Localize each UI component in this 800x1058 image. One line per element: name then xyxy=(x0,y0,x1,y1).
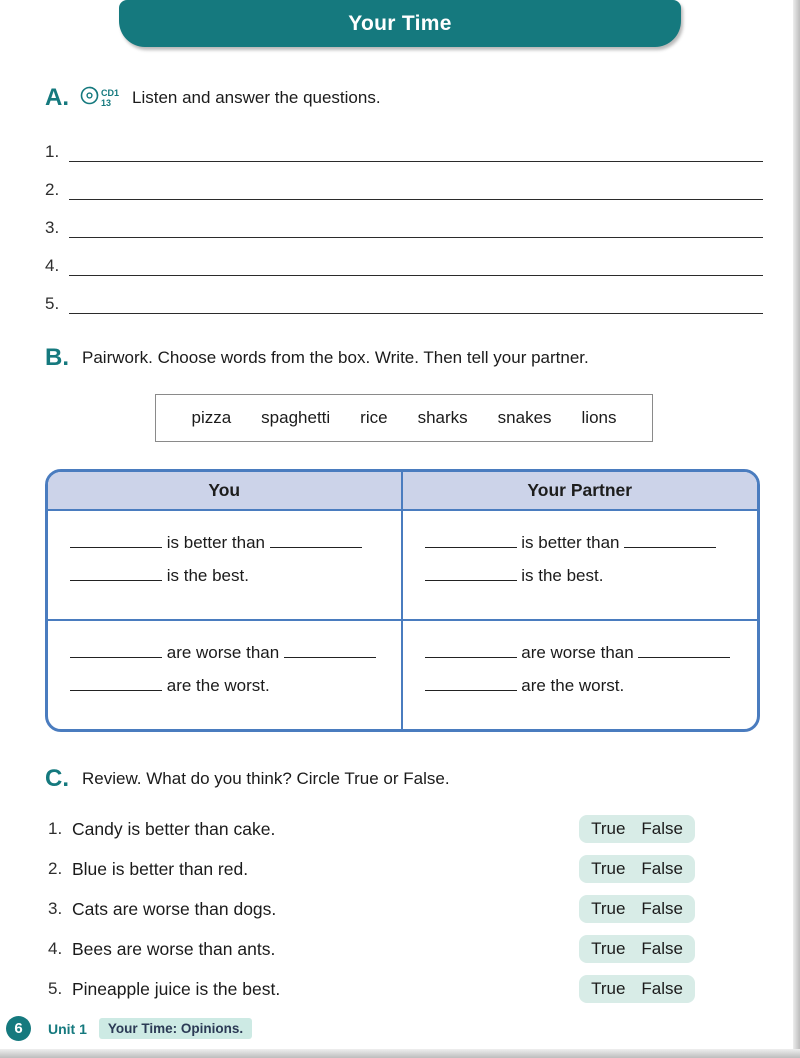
cd-disc-icon xyxy=(80,86,99,110)
item-number: 5. xyxy=(48,979,63,998)
cd-track-number: 13 xyxy=(101,98,112,108)
section-a-heading xyxy=(45,84,760,112)
section-c-instruction: Review. What do you think? Circle True or False. xyxy=(82,769,450,788)
cd-number: CD1 xyxy=(101,87,120,98)
word-box-item: snakes xyxy=(497,408,552,427)
sentence-text: are worse than xyxy=(521,643,634,662)
write-blank[interactable] xyxy=(70,533,162,548)
sentence-text: is better than xyxy=(521,533,620,552)
item-text: Candy is better than cake. xyxy=(72,818,276,839)
false-option[interactable]: False xyxy=(641,979,683,998)
page-footer xyxy=(6,1016,252,1041)
word-box-item: sharks xyxy=(417,408,468,427)
sentence-text: are worse than xyxy=(166,643,280,662)
item-number: 3. xyxy=(48,899,63,918)
section-a-answer-lines xyxy=(45,138,763,314)
answer-row-4 xyxy=(45,252,763,276)
section-b-instruction: Pairwork. Choose words from the box. Write. Then tell your partner. xyxy=(82,348,589,367)
answer-write-line-3[interactable] xyxy=(69,214,763,238)
true-option[interactable]: True xyxy=(591,939,626,958)
section-a-letter: A. xyxy=(45,84,69,111)
answer-row-3 xyxy=(45,214,763,238)
sentence-text: is the best. xyxy=(521,566,604,585)
table-header-row xyxy=(48,472,757,511)
answer-number: 1. xyxy=(45,142,60,161)
sentence-line xyxy=(425,533,748,559)
section-c-letter: C. xyxy=(45,765,69,792)
word-box-item: rice xyxy=(360,408,388,427)
sentence-text: is the best. xyxy=(166,566,249,585)
write-blank[interactable] xyxy=(70,643,162,658)
table-cell-you-better xyxy=(48,511,403,619)
item-text: Bees are worse than ants. xyxy=(72,938,276,959)
true-false-row-1 xyxy=(48,815,695,843)
table-row-worse xyxy=(48,621,757,729)
true-option[interactable]: True xyxy=(591,859,626,878)
write-blank[interactable] xyxy=(425,643,517,658)
write-blank[interactable] xyxy=(70,676,162,691)
section-b-heading xyxy=(45,344,760,372)
sentence-line xyxy=(70,566,391,592)
section-c-heading xyxy=(45,765,760,793)
table-cell-partner-worse xyxy=(403,621,758,729)
answer-number: 3. xyxy=(45,218,60,237)
page-title-banner xyxy=(119,0,681,47)
item-number: 1. xyxy=(48,819,63,838)
true-false-badge xyxy=(579,935,695,963)
sentence-text: is better than xyxy=(166,533,266,552)
write-blank[interactable] xyxy=(425,566,517,581)
true-false-row-3 xyxy=(48,895,695,923)
table-header-partner: Your Partner xyxy=(403,472,758,509)
true-false-row-5 xyxy=(48,975,695,1003)
item-number: 2. xyxy=(48,859,63,878)
word-box xyxy=(155,394,653,442)
sentence-line xyxy=(70,676,391,702)
word-box-item: spaghetti xyxy=(261,408,331,427)
sentence-line xyxy=(70,533,391,559)
answer-write-line-2[interactable] xyxy=(69,176,763,200)
item-text: Pineapple juice is the best. xyxy=(72,978,281,999)
write-blank[interactable] xyxy=(284,643,376,658)
true-option[interactable]: True xyxy=(591,819,626,838)
write-blank[interactable] xyxy=(638,643,730,658)
table-cell-partner-better xyxy=(403,511,758,619)
cd-track-label xyxy=(101,88,119,109)
section-b-letter: B. xyxy=(45,344,69,371)
answer-number: 2. xyxy=(45,180,60,199)
unit-label: Unit 1 xyxy=(48,1020,87,1037)
pairwork-table xyxy=(45,469,760,732)
sentence-text: are the worst. xyxy=(521,676,625,695)
item-number: 4. xyxy=(48,939,63,958)
scan-edge-right xyxy=(793,0,800,1058)
false-option[interactable]: False xyxy=(641,859,683,878)
write-blank[interactable] xyxy=(624,533,716,548)
table-cell-you-worse xyxy=(48,621,403,729)
sentence-line xyxy=(425,676,748,702)
true-option[interactable]: True xyxy=(591,979,626,998)
item-text: Cats are worse than dogs. xyxy=(72,898,277,919)
scan-edge-bottom xyxy=(0,1049,800,1058)
true-false-row-2 xyxy=(48,855,695,883)
false-option[interactable]: False xyxy=(641,939,683,958)
sentence-text: are the worst. xyxy=(166,676,270,695)
true-false-badge xyxy=(579,975,695,1003)
answer-row-1 xyxy=(45,138,763,162)
sentence-line xyxy=(425,566,748,592)
true-option[interactable]: True xyxy=(591,899,626,918)
write-blank[interactable] xyxy=(425,533,517,548)
word-box-item: pizza xyxy=(191,408,232,427)
false-option[interactable]: False xyxy=(641,819,683,838)
answer-row-5 xyxy=(45,290,763,314)
write-blank[interactable] xyxy=(70,566,162,581)
true-false-row-4 xyxy=(48,935,695,963)
item-text: Blue is better than red. xyxy=(72,858,249,879)
sentence-line xyxy=(425,643,748,669)
answer-write-line-5[interactable] xyxy=(69,290,763,314)
page-title: Your Time xyxy=(348,11,452,35)
table-row-better xyxy=(48,511,757,621)
section-a-instruction: Listen and answer the questions. xyxy=(132,88,381,107)
word-box-item: lions xyxy=(581,408,617,427)
false-option[interactable]: False xyxy=(641,899,683,918)
answer-number: 5. xyxy=(45,294,60,313)
page-number-badge: 6 xyxy=(6,1016,31,1041)
true-false-badge xyxy=(579,895,695,923)
answer-write-line-1[interactable] xyxy=(69,138,763,162)
write-blank[interactable] xyxy=(270,533,362,548)
true-false-badge xyxy=(579,855,695,883)
section-c-items xyxy=(48,815,695,1003)
answer-number: 4. xyxy=(45,256,60,275)
table-header-you: You xyxy=(48,472,403,509)
unit-title-highlight: Your Time: Opinions. xyxy=(99,1018,252,1039)
cd-track-indicator xyxy=(80,86,119,110)
answer-row-2 xyxy=(45,176,763,200)
answer-write-line-4[interactable] xyxy=(69,252,763,276)
true-false-badge xyxy=(579,815,695,843)
sentence-line xyxy=(70,643,391,669)
write-blank[interactable] xyxy=(425,676,517,691)
